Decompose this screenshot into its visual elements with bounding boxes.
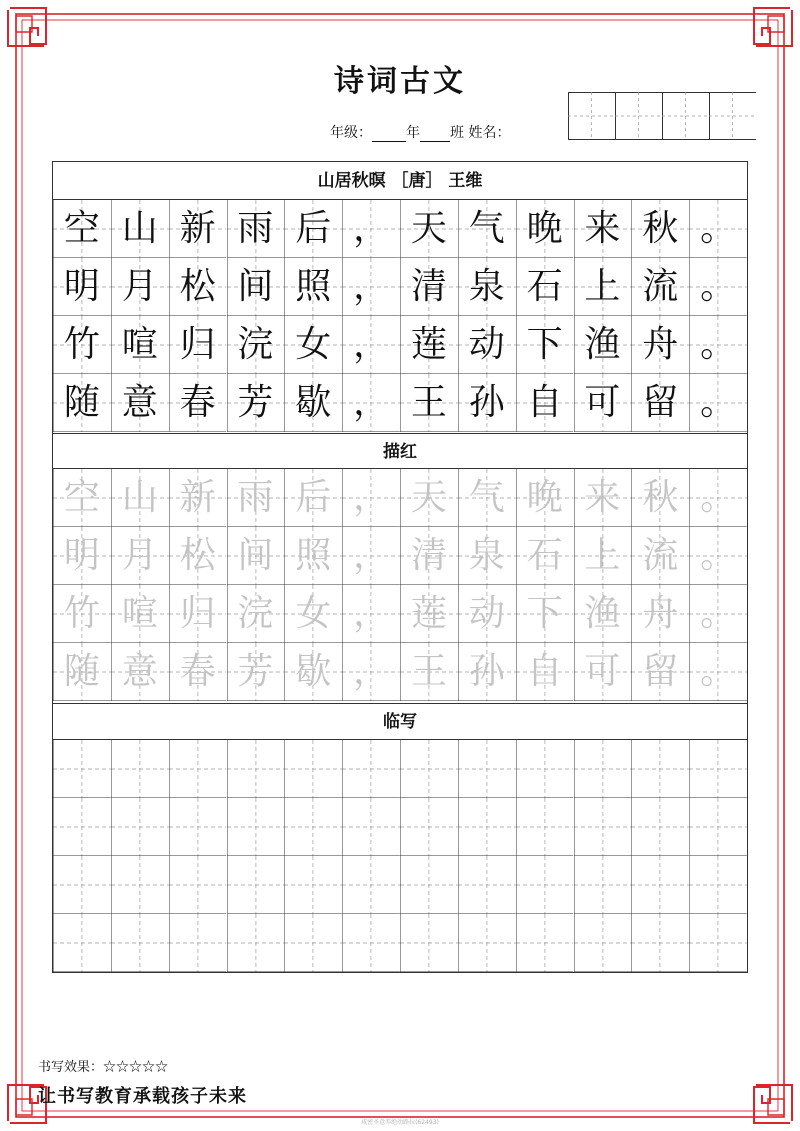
poem-character: 泉 — [468, 535, 505, 576]
character-cell — [574, 258, 632, 316]
blank-practice-cell[interactable] — [284, 740, 342, 798]
blank-practice-cell[interactable] — [342, 740, 400, 798]
trace-grid — [53, 469, 747, 701]
blank-practice-cell[interactable] — [458, 798, 516, 856]
character-cell — [574, 469, 632, 527]
poem-character: 歇 — [295, 651, 332, 692]
character-cell — [53, 585, 111, 643]
poem-character: 明 — [63, 266, 100, 307]
blank-practice-cell[interactable] — [516, 856, 574, 914]
character-cell — [689, 469, 747, 527]
poem-character: 归 — [179, 324, 216, 365]
poem-character: 间 — [237, 266, 274, 307]
poem-character: 气 — [468, 477, 505, 518]
character-cell — [516, 374, 574, 432]
poem-character: 意 — [121, 382, 158, 423]
character-cell — [631, 469, 689, 527]
character-cell — [342, 527, 400, 585]
character-cell — [342, 469, 400, 527]
blank-practice-cell[interactable] — [111, 856, 169, 914]
character-cell — [516, 200, 574, 258]
poem-character: 气 — [468, 208, 505, 249]
character-cell — [516, 316, 574, 374]
character-cell — [227, 643, 285, 701]
blank-practice-cell[interactable] — [227, 798, 285, 856]
character-cell — [574, 527, 632, 585]
poem-character: 动 — [468, 593, 505, 634]
poem-character: 照 — [295, 266, 332, 307]
character-cell — [169, 258, 227, 316]
character-cell — [111, 527, 169, 585]
class-blank[interactable] — [420, 127, 450, 142]
blank-practice-cell[interactable] — [516, 914, 574, 972]
character-cell — [342, 585, 400, 643]
character-cell — [458, 585, 516, 643]
poem-character: 来 — [584, 477, 621, 518]
blank-practice-cell[interactable] — [516, 740, 574, 798]
poem-character: 雨 — [237, 208, 274, 249]
blank-practice-cell[interactable] — [169, 856, 227, 914]
character-cell — [53, 527, 111, 585]
poem-character: 。 — [700, 593, 737, 634]
character-cell — [516, 527, 574, 585]
blank-practice-cell[interactable] — [574, 798, 632, 856]
poem-character: 竹 — [63, 324, 100, 365]
poem-character: 随 — [63, 382, 100, 423]
blank-practice-cell[interactable] — [227, 914, 285, 972]
grade-blank[interactable] — [372, 127, 406, 142]
character-cell — [169, 316, 227, 374]
poem-character: 泉 — [468, 266, 505, 307]
trace-section-label: 描红 — [53, 433, 747, 469]
poem-character: 自 — [526, 382, 563, 423]
character-cell — [284, 374, 342, 432]
poem-character: ， — [353, 382, 390, 423]
blank-practice-cell[interactable] — [574, 740, 632, 798]
blank-practice-cell[interactable] — [111, 914, 169, 972]
copy-grid[interactable] — [53, 740, 747, 972]
blank-practice-cell[interactable] — [574, 914, 632, 972]
blank-practice-cell[interactable] — [111, 798, 169, 856]
character-cell — [631, 643, 689, 701]
poem-character: 浣 — [237, 324, 274, 365]
character-cell — [227, 200, 285, 258]
character-cell — [111, 469, 169, 527]
character-cell — [400, 200, 458, 258]
character-cell — [111, 643, 169, 701]
character-cell — [631, 585, 689, 643]
poem-character: 喧 — [121, 324, 158, 365]
practice-sheet — [52, 161, 748, 973]
blank-practice-cell[interactable] — [342, 798, 400, 856]
poem-character: ， — [353, 593, 390, 634]
character-cell — [400, 374, 458, 432]
poem-character: 月 — [121, 266, 158, 307]
poem-character: 春 — [179, 382, 216, 423]
character-cell — [111, 585, 169, 643]
poem-character: 莲 — [410, 593, 447, 634]
poem-character: 新 — [179, 477, 216, 518]
character-cell — [458, 527, 516, 585]
poem-character: 天 — [410, 208, 447, 249]
poem-heading: 山居秋暝 ［唐］ 王维 — [53, 162, 747, 200]
poem-character: 自 — [526, 651, 563, 692]
poem-character: 。 — [700, 266, 737, 307]
blank-practice-cell[interactable] — [400, 740, 458, 798]
character-cell — [400, 643, 458, 701]
character-cell — [53, 469, 111, 527]
poem-character: 下 — [526, 324, 563, 365]
character-cell — [227, 258, 285, 316]
poem-character: 新 — [179, 208, 216, 249]
poem-character: 明 — [63, 535, 100, 576]
poem-character: 意 — [121, 651, 158, 692]
poem-character: 后 — [295, 208, 332, 249]
character-cell — [227, 469, 285, 527]
footer-slogan: 让书写教育承载孩子未来 — [38, 1086, 247, 1107]
poem-character: 秋 — [642, 477, 679, 518]
character-cell — [53, 258, 111, 316]
character-cell — [631, 374, 689, 432]
grade-label: 年级： — [330, 125, 372, 141]
blank-practice-cell[interactable] — [53, 798, 111, 856]
character-cell — [342, 258, 400, 316]
blank-practice-cell[interactable] — [284, 798, 342, 856]
poem-character: 春 — [179, 651, 216, 692]
poem-character: 后 — [295, 477, 332, 518]
character-cell — [400, 469, 458, 527]
poem-character: 竹 — [63, 593, 100, 634]
blank-practice-cell[interactable] — [111, 740, 169, 798]
character-cell — [111, 200, 169, 258]
character-cell — [458, 258, 516, 316]
poem-character: 山 — [121, 477, 158, 518]
poem-character: 舟 — [642, 593, 679, 634]
blank-practice-cell[interactable] — [400, 914, 458, 972]
poem-character: 女 — [295, 593, 332, 634]
character-cell — [284, 585, 342, 643]
poem-character: 随 — [63, 651, 100, 692]
character-cell — [689, 643, 747, 701]
blank-practice-cell[interactable] — [284, 914, 342, 972]
character-cell — [227, 374, 285, 432]
poem-character: 王 — [410, 382, 447, 423]
character-cell — [458, 469, 516, 527]
character-cell — [516, 585, 574, 643]
fine-print: 咸密圣意养绝幼路拉(62493) — [361, 1119, 439, 1126]
character-cell — [342, 374, 400, 432]
blank-practice-cell[interactable] — [227, 740, 285, 798]
blank-practice-cell[interactable] — [574, 856, 632, 914]
poem-character: 孙 — [468, 651, 505, 692]
poem-character: 松 — [179, 266, 216, 307]
poem-character: 照 — [295, 535, 332, 576]
poem-character: 浣 — [237, 593, 274, 634]
poem-character: 上 — [584, 266, 621, 307]
blank-practice-cell[interactable] — [284, 856, 342, 914]
blank-practice-cell[interactable] — [458, 856, 516, 914]
blank-practice-cell[interactable] — [689, 856, 747, 914]
page-title: 诗词古文 — [334, 64, 466, 99]
character-cell — [169, 585, 227, 643]
writing-rating — [38, 1056, 168, 1075]
poem-character: 。 — [700, 208, 737, 249]
character-cell — [689, 527, 747, 585]
poem-character: 渔 — [584, 324, 621, 365]
poem-character: 喧 — [121, 593, 158, 634]
poem-character: 可 — [584, 382, 621, 423]
character-cell — [689, 316, 747, 374]
poem-character: 晚 — [526, 208, 563, 249]
character-cell — [284, 258, 342, 316]
poem-character: 空 — [63, 477, 100, 518]
blank-practice-cell[interactable] — [53, 856, 111, 914]
poem-character: 雨 — [237, 477, 274, 518]
character-cell — [400, 585, 458, 643]
character-cell — [574, 585, 632, 643]
character-cell — [574, 316, 632, 374]
poem-character: ， — [353, 535, 390, 576]
character-cell — [342, 200, 400, 258]
character-cell — [169, 643, 227, 701]
character-cell — [458, 200, 516, 258]
poem-character: ， — [353, 324, 390, 365]
year-label: 年 — [406, 125, 420, 141]
poem-character: 舟 — [642, 324, 679, 365]
character-cell — [53, 200, 111, 258]
poem-character: 动 — [468, 324, 505, 365]
character-cell — [284, 316, 342, 374]
poem-character: 留 — [642, 651, 679, 692]
poem-character: 上 — [584, 535, 621, 576]
poem-character: 女 — [295, 324, 332, 365]
character-cell — [53, 316, 111, 374]
character-cell — [516, 258, 574, 316]
character-cell — [574, 643, 632, 701]
blank-practice-cell[interactable] — [631, 914, 689, 972]
blank-practice-cell[interactable] — [53, 740, 111, 798]
blank-practice-cell[interactable] — [458, 914, 516, 972]
blank-practice-cell[interactable] — [516, 798, 574, 856]
poem-character: 秋 — [642, 208, 679, 249]
poem-character: 。 — [700, 535, 737, 576]
blank-practice-cell[interactable] — [631, 740, 689, 798]
character-cell — [53, 374, 111, 432]
blank-practice-cell[interactable] — [689, 740, 747, 798]
character-cell — [227, 316, 285, 374]
character-cell — [574, 200, 632, 258]
poem-character: 可 — [584, 651, 621, 692]
name-label: 姓名： — [468, 125, 511, 141]
poem-character: 孙 — [468, 382, 505, 423]
poem-character: 下 — [526, 593, 563, 634]
character-cell — [169, 200, 227, 258]
character-cell — [631, 258, 689, 316]
blank-practice-cell[interactable] — [400, 856, 458, 914]
character-cell — [342, 316, 400, 374]
character-cell — [111, 316, 169, 374]
poem-character: 芳 — [237, 651, 274, 692]
poem-character: 流 — [642, 535, 679, 576]
character-cell — [169, 469, 227, 527]
character-cell — [111, 374, 169, 432]
character-cell — [227, 585, 285, 643]
poem-character: 流 — [642, 266, 679, 307]
poem-character: 石 — [526, 266, 563, 307]
character-cell — [631, 527, 689, 585]
character-cell — [631, 200, 689, 258]
copy-section-label: 临写 — [53, 703, 747, 740]
blank-practice-cell[interactable] — [53, 914, 111, 972]
poem-character: 空 — [63, 208, 100, 249]
character-cell — [689, 200, 747, 258]
rating-label: 书写效果： — [38, 1060, 104, 1075]
poem-character: 天 — [410, 477, 447, 518]
poem-character: 渔 — [584, 593, 621, 634]
blank-practice-cell[interactable] — [400, 798, 458, 856]
blank-practice-cell[interactable] — [342, 914, 400, 972]
poem-character: 山 — [121, 208, 158, 249]
blank-practice-cell[interactable] — [689, 798, 747, 856]
character-cell — [227, 527, 285, 585]
blank-practice-cell[interactable] — [689, 914, 747, 972]
poem-character: 清 — [410, 266, 447, 307]
poem-character: 间 — [237, 535, 274, 576]
character-cell — [400, 316, 458, 374]
name-writing-boxes[interactable] — [568, 92, 756, 140]
poem-character: 清 — [410, 535, 447, 576]
poem-character: 石 — [526, 535, 563, 576]
blank-practice-cell[interactable] — [342, 856, 400, 914]
character-cell — [458, 316, 516, 374]
rating-stars[interactable]: ☆☆☆☆☆ — [103, 1060, 169, 1075]
poem-character: 留 — [642, 382, 679, 423]
character-cell — [400, 527, 458, 585]
character-cell — [284, 643, 342, 701]
poem-character: ， — [353, 477, 390, 518]
blank-practice-cell[interactable] — [169, 914, 227, 972]
character-cell — [53, 643, 111, 701]
poem-character: 。 — [700, 324, 737, 365]
poem-character: 归 — [179, 593, 216, 634]
blank-practice-cell[interactable] — [169, 798, 227, 856]
character-cell — [169, 374, 227, 432]
blank-practice-cell[interactable] — [631, 798, 689, 856]
poem-character: 。 — [700, 382, 737, 423]
poem-character: 晚 — [526, 477, 563, 518]
character-cell — [284, 469, 342, 527]
character-cell — [111, 258, 169, 316]
poem-character: 歇 — [295, 382, 332, 423]
character-cell — [574, 374, 632, 432]
character-cell — [516, 469, 574, 527]
poem-character: 。 — [700, 651, 737, 692]
character-cell — [689, 258, 747, 316]
character-cell — [631, 316, 689, 374]
character-cell — [516, 643, 574, 701]
character-cell — [400, 258, 458, 316]
character-cell — [284, 200, 342, 258]
blank-practice-cell[interactable] — [458, 740, 516, 798]
poem-character: ， — [353, 208, 390, 249]
character-cell — [342, 643, 400, 701]
class-label: 班 — [450, 125, 464, 141]
character-cell — [458, 374, 516, 432]
blank-practice-cell[interactable] — [169, 740, 227, 798]
student-info-line — [330, 122, 510, 142]
poem-character: 。 — [700, 477, 737, 518]
poem-grid — [53, 200, 747, 432]
character-cell — [689, 374, 747, 432]
poem-character: 芳 — [237, 382, 274, 423]
poem-character: 来 — [584, 208, 621, 249]
character-cell — [169, 527, 227, 585]
character-cell — [689, 585, 747, 643]
poem-character: 松 — [179, 535, 216, 576]
character-cell — [458, 643, 516, 701]
poem-character: 王 — [410, 651, 447, 692]
poem-character: ， — [353, 266, 390, 307]
blank-practice-cell[interactable] — [631, 856, 689, 914]
poem-character: 莲 — [410, 324, 447, 365]
character-cell — [284, 527, 342, 585]
blank-practice-cell[interactable] — [227, 856, 285, 914]
poem-character: 月 — [121, 535, 158, 576]
poem-character: ， — [353, 651, 390, 692]
